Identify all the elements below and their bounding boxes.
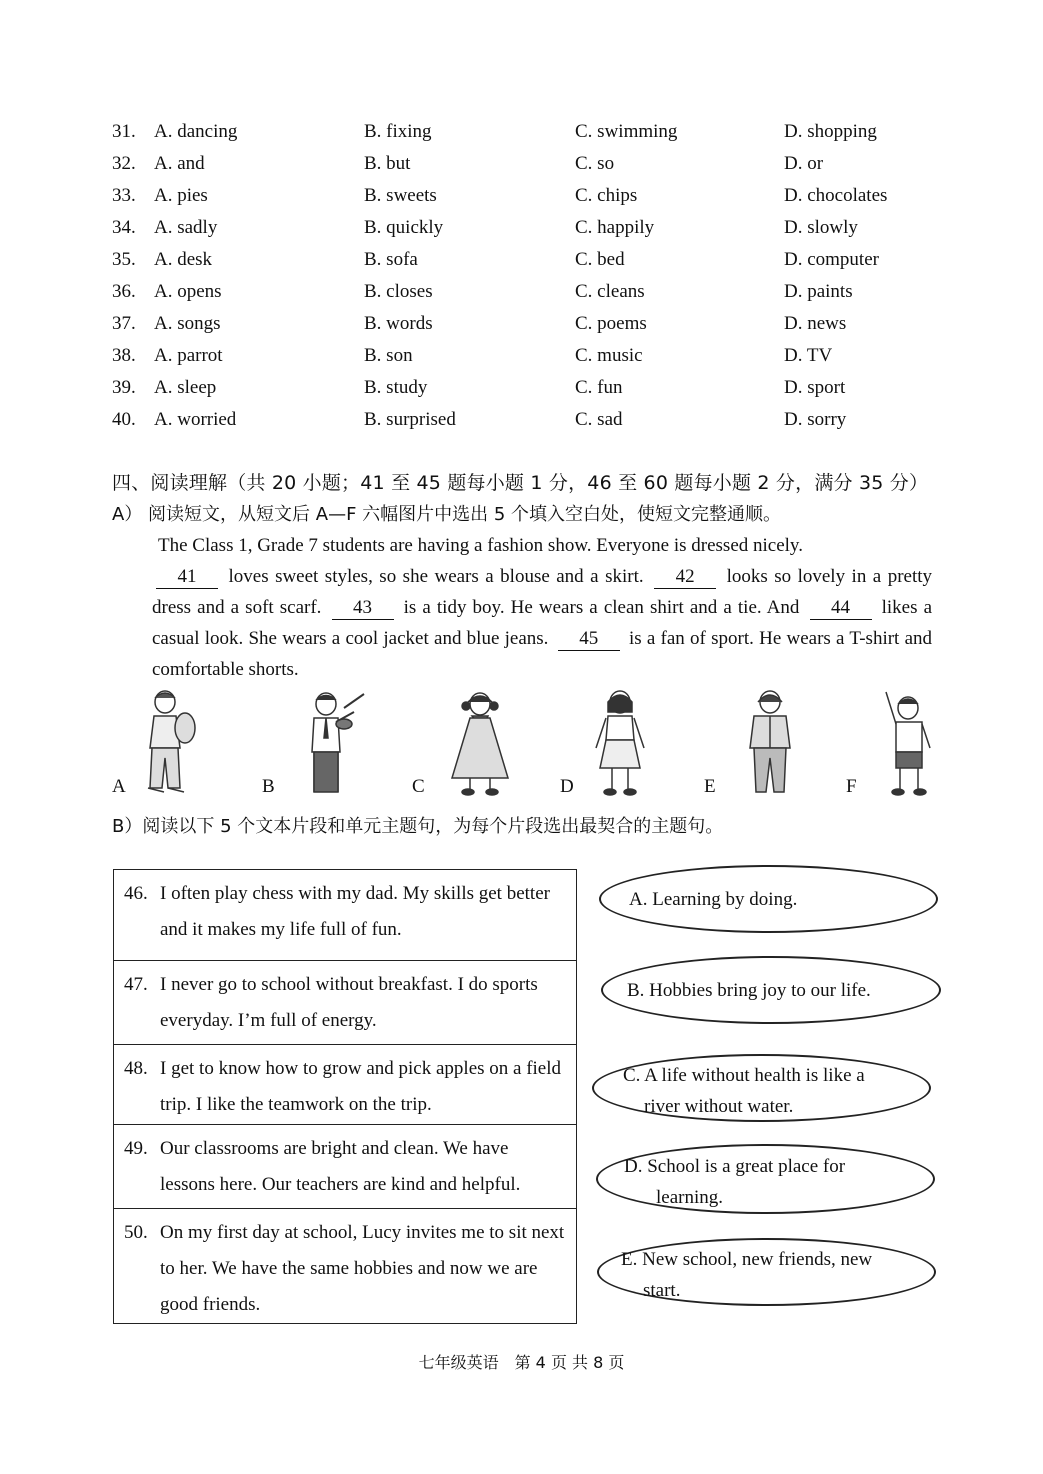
picture-b (262, 688, 402, 800)
option-d: D. chocolates (784, 185, 888, 206)
fragment-number: 48. (124, 1058, 148, 1079)
option-b: B. but (364, 153, 411, 174)
boy-violin-illustration (284, 688, 384, 800)
topic-text: A. Learning by doing. (629, 889, 798, 910)
question-row (112, 374, 932, 406)
question-number: 40. (112, 409, 136, 430)
picture-options (112, 688, 932, 800)
picture-e (704, 688, 844, 800)
option-b: B. quickly (364, 217, 444, 238)
topic-a (599, 865, 938, 933)
option-c: C. sad (575, 409, 623, 430)
option-a: A. opens (154, 281, 222, 302)
question-number: 37. (112, 313, 136, 334)
question-number: 33. (112, 185, 136, 206)
question-number: 32. (112, 153, 136, 174)
option-d: D. slowly (784, 217, 858, 238)
question-row (112, 182, 932, 214)
picture-label: D (560, 776, 574, 797)
passage-sentence: likes a casual look. She wears a cool jacket and blue jeans. (152, 597, 933, 649)
option-a: A. sadly (154, 217, 218, 238)
blank-42[interactable]: 42 (654, 566, 716, 589)
boy-sport-illustration (864, 688, 964, 800)
picture-label: A (112, 776, 126, 797)
question-row (112, 150, 932, 182)
part-a-instruction: A） 阅读短文，从短文后 A—F 六幅图片中选出 5 个填入空白处，使短文完整通顺。 (112, 504, 782, 525)
fragment-number: 49. (124, 1138, 148, 1159)
topic-text: E. New school, new friends, new (621, 1249, 873, 1270)
option-a: A. worried (154, 409, 237, 430)
option-d: D. sport (784, 377, 846, 398)
question-number: 34. (112, 217, 136, 238)
fragment-table (113, 869, 577, 1324)
reading-passage (112, 530, 932, 685)
blank-43[interactable]: 43 (332, 597, 394, 620)
table-row (114, 1208, 576, 1323)
option-b: B. sofa (364, 249, 418, 270)
question-row (112, 278, 932, 310)
picture-label: F (846, 776, 857, 797)
topic-text: river without water. (644, 1096, 794, 1117)
question-row (112, 214, 932, 246)
option-b: B. sweets (364, 185, 437, 206)
table-row (114, 960, 576, 1044)
option-d: D. computer (784, 249, 879, 270)
picture-c (412, 688, 552, 800)
part-b-instruction: B）阅读以下 5 个文本片段和单元主题句，为每个片段选出最契合的主题句。 (112, 816, 724, 837)
option-b: B. words (364, 313, 433, 334)
option-c: C. so (575, 153, 615, 174)
question-number: 36. (112, 281, 136, 302)
topic-text: D. School is a great place for (624, 1156, 846, 1177)
table-row (114, 1124, 576, 1208)
multiple-choice-list (112, 118, 932, 438)
option-a: A. parrot (154, 345, 223, 366)
passage-body (112, 561, 932, 685)
option-c: C. chips (575, 185, 638, 206)
topic-text: B. Hobbies bring joy to our life. (627, 980, 871, 1001)
passage-sentence: looks so lovely in a pretty dress and a soft scarf. (152, 566, 933, 618)
picture-label: B (262, 776, 275, 797)
option-b: B. closes (364, 281, 433, 302)
question-number: 31. (112, 121, 136, 142)
option-d: D. news (784, 313, 847, 334)
option-c: C. poems (575, 313, 647, 334)
fragment-text: I often play chess with my dad. My skills get better and it makes my life full of fun. (160, 883, 550, 940)
passage-sentence: is a tidy boy. He wears a clean shirt and a tie. And (403, 597, 800, 618)
option-b: B. fixing (364, 121, 432, 142)
option-a: A. songs (154, 313, 221, 334)
option-a: A. pies (154, 185, 208, 206)
option-b: B. son (364, 345, 413, 366)
option-d: D. paints (784, 281, 853, 302)
option-c: C. swimming (575, 121, 678, 142)
option-d: D. sorry (784, 409, 847, 430)
topic-e (597, 1238, 936, 1306)
option-b: B. study (364, 377, 428, 398)
question-row (112, 310, 932, 342)
topic-text: C. A life without health is like a (623, 1065, 865, 1086)
fragment-number: 50. (124, 1222, 148, 1243)
option-a: A. sleep (154, 377, 217, 398)
option-c: C. bed (575, 249, 625, 270)
topic-text: start. (643, 1280, 681, 1301)
picture-label: E (704, 776, 716, 797)
topic-text: learning. (656, 1187, 724, 1208)
table-row (114, 870, 576, 960)
question-number: 39. (112, 377, 136, 398)
picture-f (846, 688, 986, 800)
passage-sentence: loves sweet styles, so she wears a blouse and a skirt. (228, 566, 644, 587)
topic-d (596, 1144, 935, 1214)
topic-c (592, 1054, 931, 1122)
option-d: D. TV (784, 345, 833, 366)
fragment-number: 47. (124, 974, 148, 995)
blank-41[interactable]: 41 (156, 566, 218, 589)
fragment-text: I never go to school without breakfast. I do sports everyday. I’m full of energy. (160, 974, 538, 1031)
page-footer: 七年级英语 第 4 页 共 8 页 (418, 1353, 625, 1372)
blank-44[interactable]: 44 (810, 597, 872, 620)
option-a: A. dancing (154, 121, 238, 142)
fragment-number: 46. (124, 883, 148, 904)
fragment-text: Our classrooms are bright and clean. We have lessons here. Our teachers are kind and helpful. (160, 1138, 521, 1195)
girl-dress-illustration (432, 688, 542, 800)
question-row (112, 342, 932, 374)
option-c: C. fun (575, 377, 623, 398)
girl-skirt-illustration (578, 688, 678, 800)
question-row (112, 406, 932, 438)
option-c: C. music (575, 345, 643, 366)
girl-jacket-illustration (728, 688, 828, 800)
picture-d (560, 688, 700, 800)
section-title: 四、阅读理解（共 20 小题；41 至 45 题每小题 1 分，46 至 60 题每小题 2 分，满分 35 分） (112, 472, 929, 494)
girl-backpack-illustration (130, 688, 230, 800)
blank-45[interactable]: 45 (558, 628, 620, 651)
option-d: D. or (784, 153, 824, 174)
fragment-text: On my first day at school, Lucy invites me to sit next to her. We have the same hobbies and now we are good friends. (160, 1222, 565, 1315)
passage-sentence: is a fan of sport. He wears a T-shirt and comfortable shorts. (152, 628, 933, 680)
option-a: A. desk (154, 249, 213, 270)
option-a: A. and (154, 153, 205, 174)
picture-label: C (412, 776, 425, 797)
option-c: C. happily (575, 217, 655, 238)
option-b: B. surprised (364, 409, 456, 430)
question-row (112, 118, 932, 150)
picture-a (112, 688, 252, 800)
fragment-text: I get to know how to grow and pick apples on a field trip. I like the teamwork on the trip. (160, 1058, 562, 1115)
option-c: C. cleans (575, 281, 645, 302)
topic-b (601, 956, 941, 1024)
question-row (112, 246, 932, 278)
passage-intro: The Class 1, Grade 7 students are having a fashion show. Everyone is dressed nicely. (158, 535, 803, 556)
question-number: 35. (112, 249, 136, 270)
question-number: 38. (112, 345, 136, 366)
table-row (114, 1044, 576, 1124)
option-d: D. shopping (784, 121, 877, 142)
